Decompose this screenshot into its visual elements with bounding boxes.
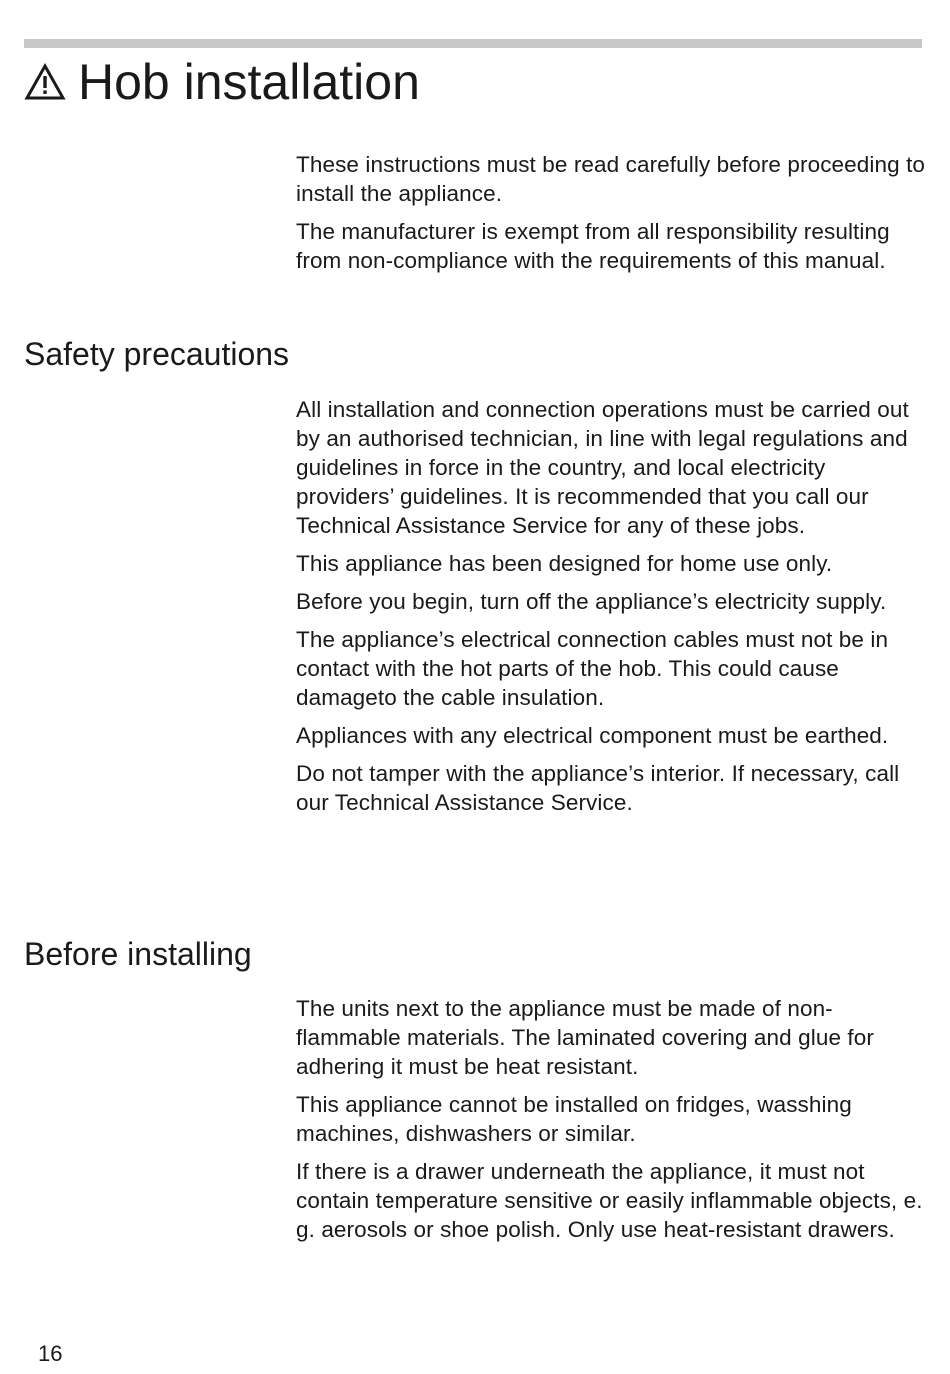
safety-paragraph: Do not tamper with the appliance’s interior. If necessary, call our Technical Assistance Service. xyxy=(296,761,900,815)
safety-paragraph: Before you begin, turn off the appliance’s electricity supply. xyxy=(296,589,887,614)
before-paragraph: This appliance cannot be installed on fridges, wasshing machines, dishwashers or similar. xyxy=(296,1092,852,1146)
intro-block xyxy=(296,150,926,284)
warning-triangle-icon xyxy=(24,63,66,101)
intro-paragraph: The manufacturer is exempt from all responsibility resulting from non-compliance with the requirements of this manual. xyxy=(296,219,890,273)
safety-paragraph: This appliance has been designed for home use only. xyxy=(296,551,833,576)
intro-paragraph: These instructions must be read carefully before proceeding to install the appliance. xyxy=(296,152,926,206)
before-paragraph: The units next to the appliance must be made of non-flammable materials. The laminated covering and glue for adhering it must be heat resistant. xyxy=(296,996,874,1079)
safety-paragraph: Appliances with any electrical component must be earthed. xyxy=(296,723,889,748)
safety-block xyxy=(296,395,926,826)
page-number: 16 xyxy=(38,1341,63,1366)
safety-paragraph: The appliance’s electrical connection cables must not be in contact with the hot parts of the hob. This could cause damageto the cable insulation. xyxy=(296,627,889,710)
before-paragraph: If there is a drawer underneath the appliance, it must not contain temperature sensitive or easily inflammable objects, e. g. aerosols or shoe polish. Only use heat-resistant drawers. xyxy=(296,1159,923,1242)
section-heading-before-installing: Before installing xyxy=(24,936,252,972)
safety-paragraph: All installation and connection operations must be carried out by an authorised technician, in line with legal regulations and guidelines in force in the country, and local electricity providers’ guidelines. It is recommended that you call our Technical Assistance Service for any of these jobs. xyxy=(296,397,909,538)
page-title xyxy=(24,52,420,112)
page-title-text: Hob installation xyxy=(78,54,420,110)
section-heading-safety: Safety precautions xyxy=(24,336,290,372)
before-installing-block xyxy=(296,994,926,1253)
top-rule xyxy=(24,39,922,48)
